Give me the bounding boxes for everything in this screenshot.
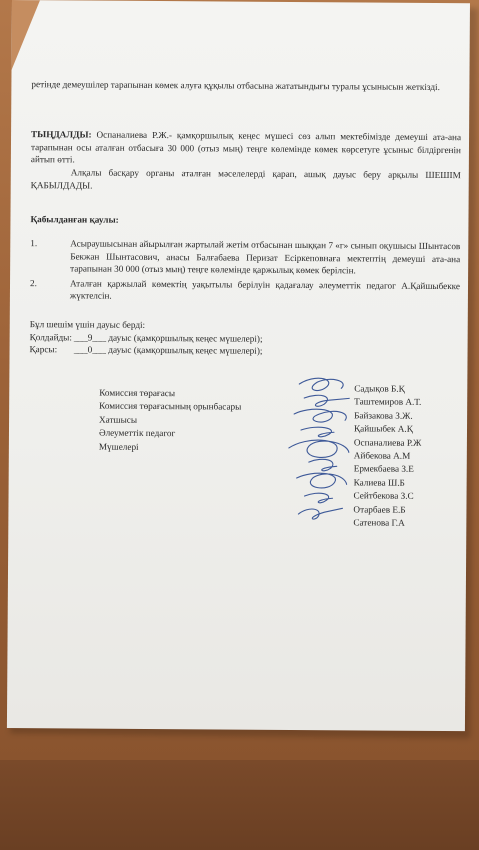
votes-block: [30, 318, 460, 359]
votes-intro: Бұл шешім үшін дауыс берді:: [29, 319, 146, 330]
member-name: Таштемиров А.Т.: [354, 396, 422, 408]
member-name: Оспаналиева Р.Ж: [353, 437, 422, 448]
member-name: Қайшыбек А.Қ: [353, 423, 413, 435]
adopted-heading: Қабылданған қаулы:: [30, 214, 119, 225]
signature-mark: [289, 440, 349, 458]
votes-for-label: Қолдайды:: [29, 331, 72, 343]
tyndaldy-label: ТЫҢДАЛДЫ:: [31, 129, 92, 140]
signature-mark: [294, 409, 346, 422]
votes-against-suffix: дауыс (қамқоршылық кеңес мүшелері);: [108, 344, 263, 356]
folded-corner: [12, 0, 40, 70]
signer-roles: [99, 387, 279, 455]
member-name: Айбекова А.М: [353, 450, 411, 461]
document-page: [7, 0, 470, 731]
tyndaldy-text: Оспаналиева Р.Ж.- қамқоршылық кеңес мүшесі сөз алып мектебімізде демеуші ата-ана тарапынан осы аталған отбасыға 30 000 (отыз мың) теңге көлемінде көмек көрсетуге ұсыныс білдіргенін айтып өтті.: [30, 129, 462, 165]
signature-mark: [301, 427, 334, 437]
role-members: Мүшелері: [98, 441, 139, 452]
list-item: [30, 277, 460, 305]
member-name: Сейтбекова З.С: [353, 490, 414, 502]
votes-against-count: ___0___: [73, 344, 107, 355]
resolution-number: 2.: [29, 277, 37, 288]
member-name: Калиева Ш.Б: [353, 477, 405, 488]
role-chair: Комиссия төрағасы: [99, 387, 176, 399]
member-names: [353, 382, 470, 530]
role-social-pedagogue: Әлеуметтік педагог: [98, 427, 176, 439]
resolution-number: 1.: [30, 238, 38, 249]
member-name: Байзакова З.Ж.: [354, 410, 413, 421]
votes-for-suffix: дауыс (қамқоршылық кеңес мүшелері);: [108, 332, 263, 344]
signature-mark: [309, 459, 337, 471]
list-item: [30, 237, 460, 278]
member-name: Отарбаев Е.Б: [353, 504, 406, 515]
member-name: Садықов Б.Қ: [354, 383, 405, 394]
member-name: Сатенова Г.А: [353, 517, 405, 528]
table-edge: [0, 760, 479, 850]
votes-against-line: [30, 343, 460, 359]
votes-for-count: ___9___: [73, 332, 107, 343]
role-secretary: Хатшысы: [99, 414, 138, 425]
signature-mark: [304, 395, 349, 406]
decision-paragraph: Алқалы басқару органы аталған мәселелерді қарап, ашық дауыс беру арқылы ШЕШІМ ҚАБЫЛДАДЫ.: [30, 167, 461, 191]
resolution-list: [30, 237, 460, 307]
intro-paragraph: ретінде демеушілер тарапынан көмек алуға құқылы отбасына жататындығы туралы ұсынысын жеткізді.: [31, 79, 440, 92]
member-name: Ермекбаева З.Е: [353, 463, 414, 475]
signature-mark: [299, 378, 343, 391]
votes-against-label: Қарсы:: [29, 344, 58, 355]
signature-mark: [304, 493, 332, 503]
resolution-text: Аталған қаржылай көмектің уақытылы берілуін қадағалау әлеуметтік педагог А.Қайшыбекке жүктелсін.: [69, 278, 461, 302]
role-deputy-chair: Комиссия төрағасының орынбасары: [99, 401, 242, 413]
signature-mark: [298, 508, 342, 519]
signature-mark: [297, 473, 347, 488]
tyndaldy-paragraph: [31, 128, 461, 169]
resolution-text: Асыраушысынан айырылған жартылай жетім отбасынан шыққан 7 «г» сынып оқушысы Шынтасов Бекжан Шынтасович, анасы Балғабаева Перизат Есіркеповнаға мектептің демеуші ата-ана тарапынан 30 000 (отыз мың) теңге көлемінде қаржылық көмек берілсін.: [70, 238, 461, 276]
